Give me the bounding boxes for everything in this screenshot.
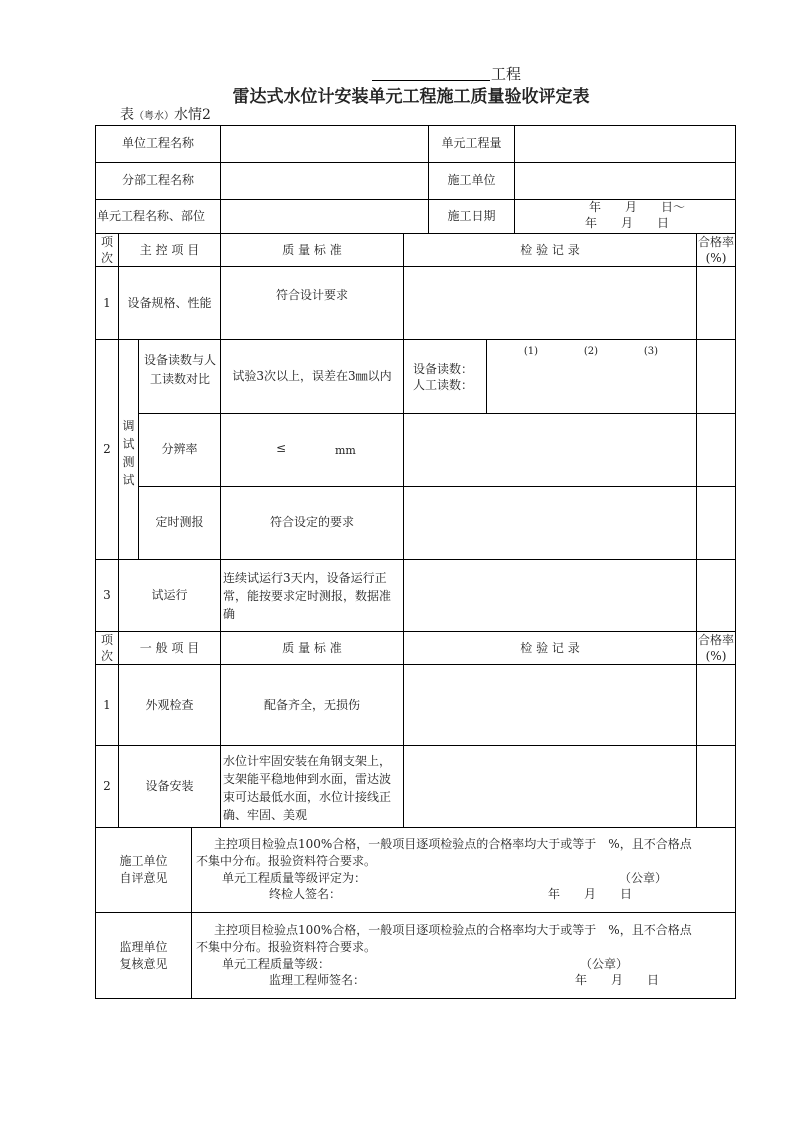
project-name-blank — [372, 80, 490, 81]
supervision-grade-field[interactable] — [334, 956, 554, 973]
general-item-no-header: 项次 — [100, 633, 113, 663]
row2a-rate-field[interactable] — [697, 340, 735, 412]
construction-date-label: 施工日期 — [447, 209, 496, 223]
row2c-name: 定时测报 — [155, 515, 204, 529]
supervision-signature-field[interactable] — [370, 972, 550, 989]
self-eval-date[interactable]: 年 月 日 — [548, 887, 633, 901]
quality-standard-header: 质 量 标 准 — [282, 243, 342, 257]
general-rate-header: 合格率(%) — [697, 633, 734, 663]
unit-work-amount-field[interactable] — [515, 126, 734, 161]
page-title: 雷达式水位计安装单元工程施工质量验收评定表 — [232, 87, 590, 107]
row1-rate-field[interactable] — [697, 267, 735, 338]
row3-rate-field[interactable] — [697, 560, 735, 630]
row3-no: 3 — [103, 588, 111, 602]
row3-record-field[interactable] — [404, 560, 695, 630]
row2a-col1: (1) — [523, 346, 539, 357]
supervision-label-1: 监理单位 — [119, 940, 168, 954]
supervision-grade-label: 单元工程质量等级： — [222, 957, 331, 971]
division-project-name-field[interactable] — [221, 163, 427, 198]
unit-name-location-label: 单元工程名称、部位 — [97, 209, 206, 223]
general-row1-rate-field[interactable] — [697, 665, 735, 744]
row2a-standard: 试验3次以上，误差在3㎜以内 — [232, 369, 392, 383]
supervision-seal: （公章） — [580, 957, 629, 971]
row2c-record-field[interactable] — [404, 487, 695, 558]
general-record-header: 检 验 记 录 — [520, 641, 580, 655]
general-row2-rate-field[interactable] — [697, 746, 735, 826]
form-code-prefix: 表 — [120, 107, 134, 123]
supervision-label-2: 复核意见 — [119, 957, 168, 971]
general-row1-name: 外观检查 — [145, 698, 194, 712]
row2a-reading-field[interactable] — [487, 358, 695, 412]
self-eval-grade-field[interactable] — [376, 870, 576, 887]
self-eval-grade-label: 单元工程质量等级评定为： — [222, 871, 367, 885]
unit-name-location-field[interactable] — [221, 200, 427, 232]
general-row1-no: 1 — [103, 698, 111, 712]
row1-no: 1 — [103, 296, 111, 310]
general-row2-name: 设备安装 — [145, 779, 194, 793]
self-eval-seal: （公章） — [619, 871, 668, 885]
self-eval-text-2: 不集中分布。报验资料符合要求。 — [196, 854, 377, 868]
self-eval-signature-field[interactable] — [356, 886, 526, 903]
row1-standard: 符合设计要求 — [275, 288, 348, 302]
general-row2-standard: 水位计牢固安装在角钢支架上，支架能平稳地伸到水面，雷达波束可达最低水面，水位计接线正确、牢固、美观 — [223, 754, 392, 822]
supervision-text-2: 不集中分布。报验资料符合要求。 — [196, 940, 377, 954]
row2-no: 2 — [103, 442, 111, 456]
row2a-col3: (3) — [643, 346, 659, 357]
supervision-text-1: 主控项目检验点100%合格，一般项目逐项检验点的合格率均大于或等于 %，且不合格点 — [214, 923, 692, 937]
form-code-small: （粤水） — [134, 111, 174, 122]
row2a-name: 设备读数与人工读数对比 — [143, 353, 216, 386]
row2-group-label: 调试测试 — [122, 419, 135, 487]
row1-name: 设备规格、性能 — [127, 296, 212, 310]
row2b-record-field[interactable] — [404, 414, 695, 485]
self-eval-label-2: 自评意见 — [119, 871, 168, 885]
row2b-name: 分辨率 — [161, 442, 198, 456]
general-row1-standard: 配备齐全，无损伤 — [263, 698, 360, 712]
main-item-header: 主 控 项 目 — [139, 243, 200, 257]
row2c-standard: 符合设定的要求 — [269, 515, 354, 529]
pass-rate-header: 合格率(%) — [697, 235, 734, 265]
row2a-col2: (2) — [583, 346, 599, 357]
unit-work-amount-label: 单元工程量 — [441, 136, 502, 150]
row1-record-field[interactable] — [404, 267, 695, 338]
row2b-standard-unit: mm — [335, 444, 356, 457]
supervision-date[interactable]: 年 月 日 — [575, 973, 660, 987]
self-eval-label-1: 施工单位 — [119, 854, 168, 868]
row2b-rate-field[interactable] — [697, 414, 735, 485]
unit-project-name-field[interactable] — [221, 126, 427, 161]
form-code — [120, 107, 211, 125]
row2a-device-reading-label: 设备读数： — [413, 362, 474, 376]
supervision-signer-label: 监理工程师签名： — [269, 973, 366, 987]
construction-unit-field[interactable] — [515, 163, 734, 198]
row3-name: 试运行 — [151, 588, 188, 602]
item-no-header: 项次 — [100, 235, 113, 265]
general-row2-record-field[interactable] — [404, 746, 695, 826]
general-row2-no: 2 — [103, 779, 111, 793]
form-code-suffix: 水情2 — [174, 107, 211, 123]
unit-project-name-label: 单位工程名称 — [121, 136, 194, 150]
general-item-header: 一 般 项 目 — [139, 641, 200, 655]
row2c-rate-field[interactable] — [697, 487, 735, 558]
row3-standard: 连续试运行3天内，设备运行正常，能按要求定时测报，数据准确 — [223, 571, 392, 621]
self-eval-text-1: 主控项目检验点100%合格，一般项目逐项检验点的合格率均大于或等于 %，且不合格点 — [214, 837, 692, 851]
construction-date-start[interactable]: 年 月 日～ — [589, 200, 686, 214]
construction-unit-label: 施工单位 — [447, 173, 496, 187]
row2a-manual-reading-label: 人工读数： — [413, 378, 474, 392]
self-eval-signer-label: 终检人签名： — [269, 887, 342, 901]
project-suffix: 工程 — [491, 65, 522, 83]
inspection-record-header: 检 验 记 录 — [520, 243, 580, 257]
general-row1-record-field[interactable] — [404, 665, 695, 744]
division-project-name-label: 分部工程名称 — [121, 173, 194, 187]
construction-date-end[interactable]: 年 月 日 — [585, 216, 670, 230]
row2b-standard-le: ≤ — [276, 441, 287, 455]
general-standard-header: 质 量 标 准 — [282, 641, 342, 655]
